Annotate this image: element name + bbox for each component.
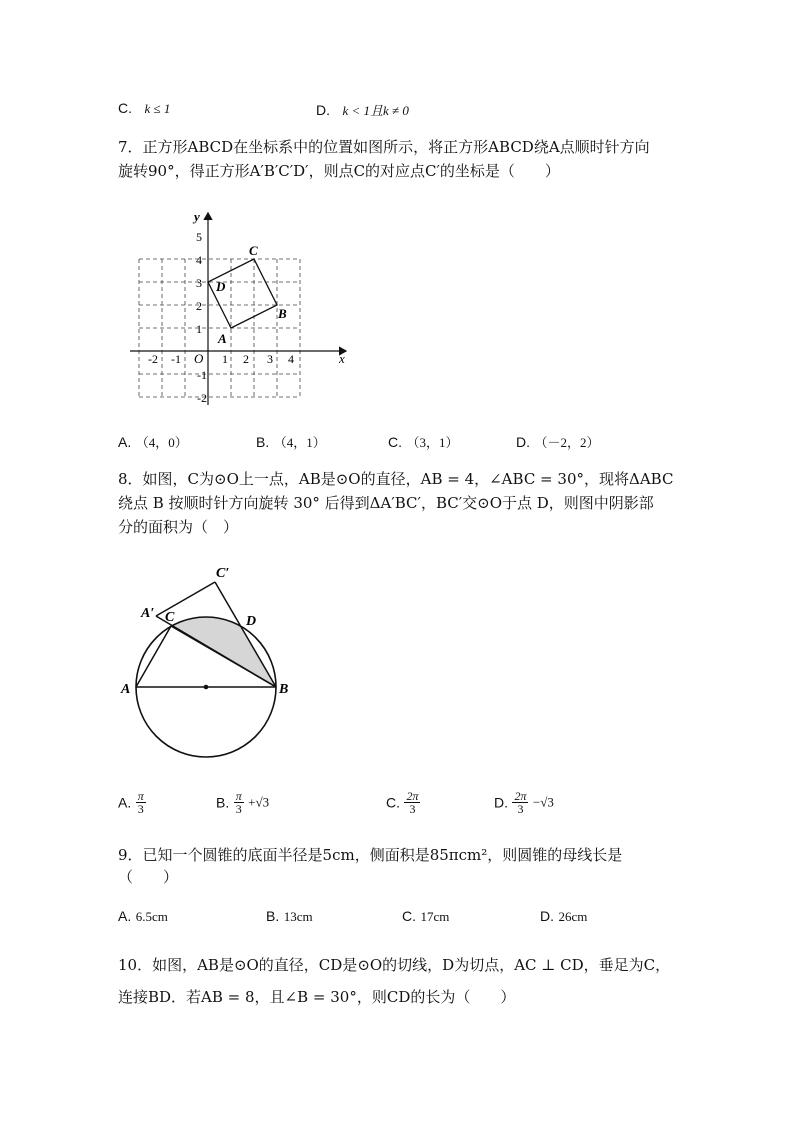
q10-stem-line1: 10．如图，AB是⊙O的直径，CD是⊙O的切线，D为切点，AC ⊥ CD，垂足为C， bbox=[118, 956, 671, 974]
q9-stem-line1: 9．已知一个圆锥的底面半径是5cm，侧面积是85πcm²，则圆锥的母线长是 bbox=[118, 846, 623, 864]
q8-option-b-fraction bbox=[234, 790, 244, 815]
q8-stem-line3: 分的面积为（ ） bbox=[118, 518, 239, 536]
q7-option-b-label: B. bbox=[256, 434, 270, 450]
q9-option-a[interactable] bbox=[118, 908, 168, 925]
q7-x-tick: -2 bbox=[148, 352, 158, 366]
q8-point-a-prime-label: A′ bbox=[141, 606, 155, 621]
q8-option-c-fraction bbox=[404, 790, 420, 815]
q8-point-c-label: C bbox=[165, 610, 175, 625]
q8-stem-line1: 8．如图，C为⊙O上一点，AB是⊙O的直径，AB = 4，∠ABC = 30°，现将ΔABC bbox=[118, 470, 674, 488]
q7-coordinate-figure bbox=[128, 205, 358, 410]
q7-y-tick: -2 bbox=[197, 391, 207, 405]
q8-option-c-denominator: 3 bbox=[409, 802, 416, 816]
q8-circle-figure bbox=[115, 558, 305, 763]
q8-option-d-label: D. bbox=[494, 794, 508, 811]
q7-option-d[interactable] bbox=[516, 432, 599, 451]
q8-option-d[interactable] bbox=[494, 790, 554, 815]
q9-option-c-value: 17cm bbox=[420, 909, 450, 924]
q7-option-a[interactable] bbox=[118, 432, 188, 451]
q8-option-a[interactable] bbox=[118, 790, 146, 815]
q9-option-d-value: 26cm bbox=[558, 909, 588, 924]
q7-point-b-label: B bbox=[278, 306, 287, 321]
q7-option-c-label: C. bbox=[388, 434, 402, 450]
q8-option-b-numerator: π bbox=[235, 789, 242, 803]
q8-segment-ac bbox=[136, 626, 171, 687]
q6-option-c-value: k ≤ 1 bbox=[144, 101, 171, 116]
q7-y-tick: 2 bbox=[196, 299, 202, 313]
q7-x-tick: 1 bbox=[222, 352, 228, 366]
q7-y-tick: 3 bbox=[196, 276, 202, 290]
q8-option-d-denominator: 3 bbox=[517, 802, 524, 816]
q7-point-d-label: D bbox=[216, 279, 226, 294]
q7-y-tick: 1 bbox=[196, 322, 202, 336]
q8-option-a-denominator: 3 bbox=[137, 802, 144, 816]
q9-option-b[interactable] bbox=[266, 908, 313, 925]
q10-stem-line2: 连接BD．若AB = 8，且∠B = 30°，则CD的长为（ ） bbox=[118, 988, 516, 1006]
q7-x-tick: 2 bbox=[243, 352, 249, 366]
q8-shaded-region bbox=[171, 617, 276, 687]
q6-option-c[interactable] bbox=[118, 100, 170, 117]
q8-option-a-label: A. bbox=[118, 794, 132, 811]
q8-stem-line2: 绕点 B 按顺时针方向旋转 30° 后得到ΔA′BC′，BC′交⊙O于点 D，则图中阴影部 bbox=[118, 494, 654, 512]
q7-option-d-label: D. bbox=[516, 434, 530, 450]
q9-option-c-label: C. bbox=[402, 908, 416, 924]
q7-x-tick: -1 bbox=[171, 352, 181, 366]
q7-x-tick: 3 bbox=[267, 352, 273, 366]
q8-option-d-rest: −√3 bbox=[532, 794, 554, 810]
q9-option-b-label: B. bbox=[266, 908, 280, 924]
q7-option-a-label: A. bbox=[118, 434, 132, 450]
q8-option-d-numerator: 2π bbox=[514, 789, 527, 803]
q9-option-d[interactable] bbox=[540, 908, 587, 925]
q8-option-b-label: B. bbox=[216, 794, 230, 811]
q7-stem-line1: 7．正方形ABCD在坐标系中的位置如图所示，将正方形ABCD绕A点顺时针方向 bbox=[118, 138, 650, 156]
q7-stem-line2: 旋转90°，得正方形A′B′C′D′，则点C的对应点C′的坐标是（ ） bbox=[118, 162, 560, 180]
q7-option-c[interactable] bbox=[388, 432, 458, 451]
q7-x-tick: 4 bbox=[288, 352, 294, 366]
q7-y-tick: 5 bbox=[196, 230, 202, 244]
q8-center-point bbox=[204, 685, 209, 690]
q9-option-d-label: D. bbox=[540, 908, 554, 924]
q7-origin-label: O bbox=[194, 351, 204, 366]
q8-option-c-label: C. bbox=[386, 794, 400, 811]
q8-option-c-numerator: 2π bbox=[406, 789, 419, 803]
q9-option-b-value: 13cm bbox=[283, 909, 313, 924]
q8-option-b-rest: +√3 bbox=[248, 794, 270, 810]
q8-option-a-numerator: π bbox=[137, 789, 144, 803]
q6-option-c-label: C. bbox=[118, 100, 132, 116]
q7-option-b-value: （4，1） bbox=[273, 435, 326, 450]
q8-option-d-fraction bbox=[512, 790, 528, 815]
q7-option-d-value: （－2，2） bbox=[534, 435, 600, 450]
q7-point-a-label: A bbox=[218, 331, 227, 346]
q8-point-a-label: A bbox=[121, 682, 131, 697]
q7-y-tick: 4 bbox=[196, 253, 202, 267]
q7-x-axis-label: x bbox=[339, 351, 345, 366]
q8-option-b[interactable] bbox=[216, 790, 269, 815]
q8-option-a-fraction bbox=[136, 790, 146, 815]
q9-option-c[interactable] bbox=[402, 908, 449, 925]
q6-option-d-label: D. bbox=[316, 102, 330, 118]
q7-option-a-value: （4，0） bbox=[135, 435, 188, 450]
q9-option-a-label: A. bbox=[118, 908, 132, 924]
q7-option-c-value: （3，1） bbox=[406, 435, 459, 450]
q9-option-a-value: 6.5cm bbox=[135, 909, 168, 924]
q7-y-axis-label: y bbox=[194, 209, 200, 224]
q8-point-b-label: B bbox=[279, 682, 289, 697]
q8-point-c-prime-label: C′ bbox=[216, 566, 230, 581]
q7-option-b[interactable] bbox=[256, 432, 326, 451]
q8-option-c[interactable] bbox=[386, 790, 420, 815]
q9-stem-line2: （ ） bbox=[118, 868, 179, 886]
q7-y-tick: -1 bbox=[197, 368, 207, 382]
q8-point-d-label: D bbox=[246, 614, 257, 629]
q7-point-c-label: C bbox=[249, 243, 258, 258]
q6-option-d-value: k < 1且k ≠ 0 bbox=[342, 103, 409, 118]
q6-option-d[interactable] bbox=[316, 100, 409, 119]
q8-option-b-denominator: 3 bbox=[235, 802, 242, 816]
